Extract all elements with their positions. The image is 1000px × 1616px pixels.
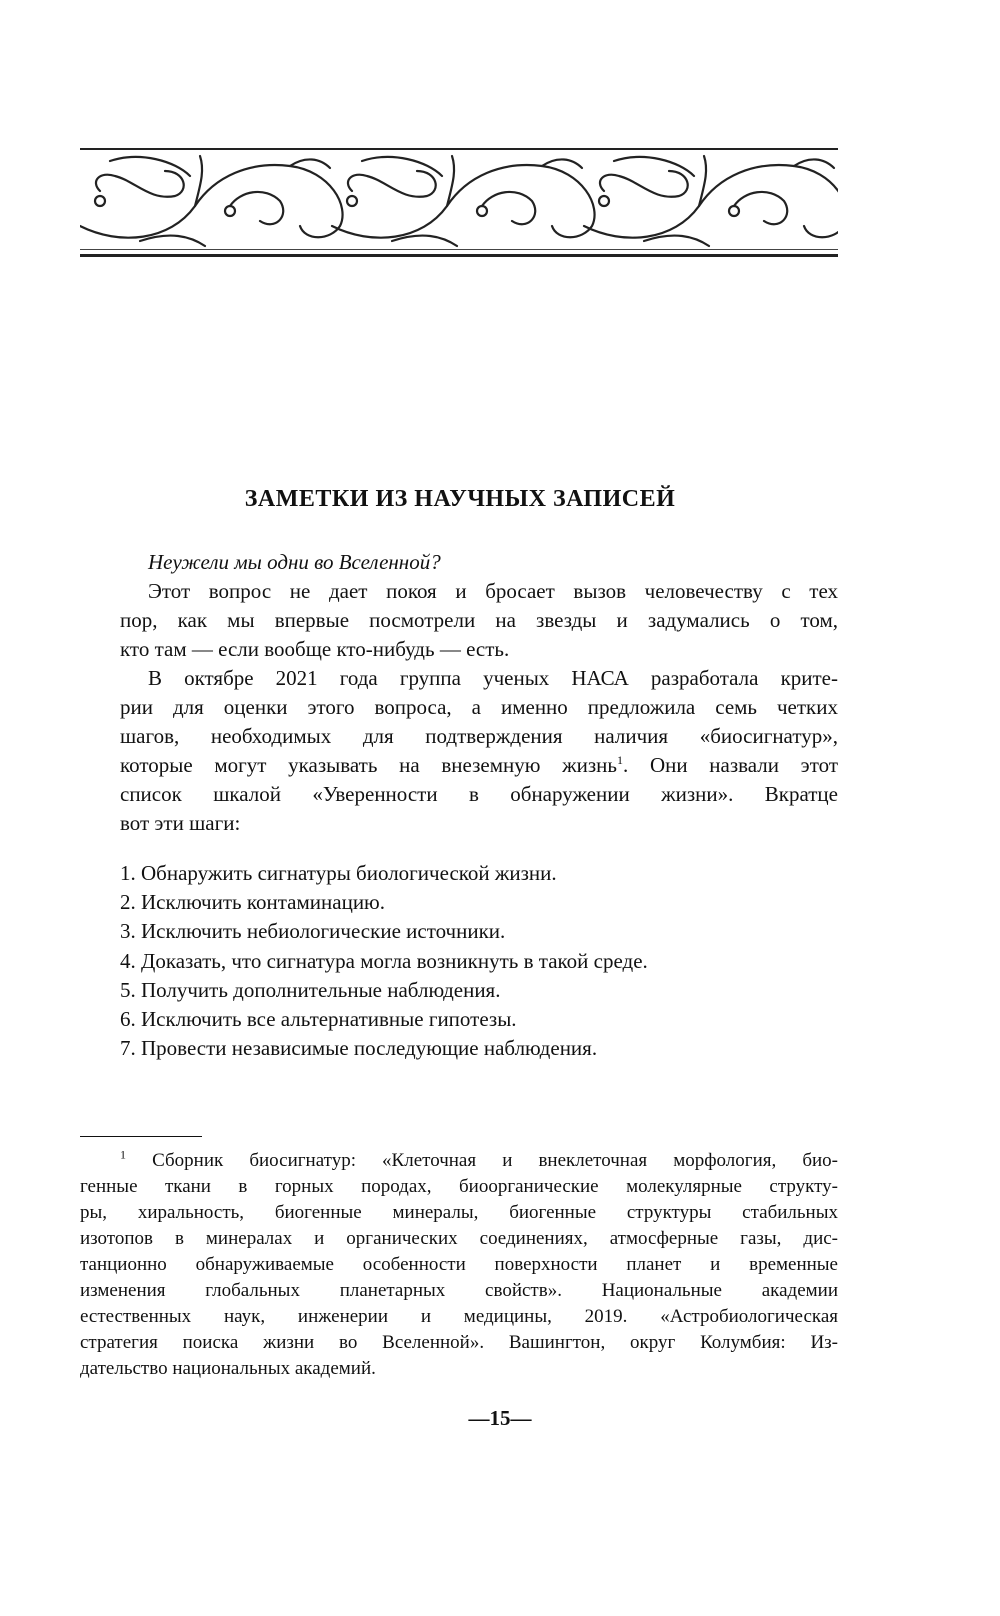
- paragraph-line: В октябре 2021 года группа ученых НАСА разработала крите-: [148, 666, 838, 690]
- footnote-line: [80, 1148, 838, 1174]
- paragraph-line: шагов, необходимых для подтверждения наличия «биосигнатур»,: [120, 724, 838, 748]
- text-fragment: Сборник биосигнатур: «Клеточная и внеклеточная морфология, био-: [152, 1150, 838, 1171]
- paragraph-line: кто там — если вообще кто-нибудь — есть.: [120, 637, 510, 661]
- text-fragment: . Они назвали этот: [623, 753, 838, 777]
- footnote-line: изотопов в минералах и органических соединениях, атмосферные газы, дис-: [80, 1228, 838, 1249]
- footnote-line: ры, хиральность, биогенные минералы, биогенные структуры стабильных: [80, 1202, 838, 1223]
- page-number: —15—: [468, 1406, 532, 1430]
- footnote-line: естественных наук, инженерии и медицины, 2019. «Астробиологическая: [80, 1306, 838, 1327]
- footnote-reference: 1: [617, 753, 623, 767]
- paragraph-line: список шкалой «Уверенности в обнаружении жизни». Вкратце: [120, 782, 838, 806]
- steps-list: [120, 859, 838, 1063]
- text-fragment: которые могут указывать на внеземную жизнь: [120, 753, 617, 777]
- footnote: [80, 1148, 838, 1382]
- section-heading: ЗАМЕТКИ ИЗ НАУЧНЫХ ЗАПИСЕЙ: [244, 486, 676, 512]
- main-text: [120, 548, 838, 838]
- paragraph-line: [120, 751, 838, 780]
- paragraph-line: рии для оценки этого вопроса, а именно предложила семь четких: [120, 695, 838, 719]
- paragraph-line: Этот вопрос не дает покоя и бросает вызов человечеству с тех: [148, 579, 838, 603]
- footnote-line: дательство национальных академий.: [80, 1358, 376, 1379]
- footnote-line: изменения глобальных планетарных свойств». Национальные академии: [80, 1280, 838, 1301]
- footnote-line: стратегия поиска жизни во Вселенной». Вашингтон, округ Колумбия: Из-: [80, 1332, 838, 1353]
- ornamental-border: [80, 146, 838, 260]
- paragraph-line: вот эти шаги:: [120, 811, 241, 835]
- footnote-divider: [80, 1136, 202, 1137]
- list-item: 2. Исключить контаминацию.: [120, 890, 385, 915]
- footnote-line: танционно обнаруживаемые особенности поверхности планет и временные: [80, 1254, 838, 1275]
- list-item: 7. Провести независимые последующие наблюдения.: [120, 1036, 598, 1061]
- list-item: 6. Исключить все альтернативные гипотезы.: [120, 1007, 517, 1032]
- list-item: 4. Доказать, что сигнатура могла возникнуть в такой среде.: [120, 948, 648, 973]
- intro-question: Неужели мы одни во Вселенной?: [148, 550, 441, 574]
- paragraph-line: пор, как мы впервые посмотрели на звезды и задумались о том,: [120, 608, 838, 632]
- footnote-marker: 1: [120, 1147, 126, 1162]
- list-item: 5. Получить дополнительные наблюдения.: [120, 977, 501, 1002]
- list-item: 1. Обнаружить сигнатуры биологической жизни.: [120, 861, 557, 885]
- list-item: 3. Исключить небиологические источники.: [120, 919, 506, 944]
- footnote-line: генные ткани в горных породах, биоорганические молекулярные структу-: [80, 1176, 838, 1197]
